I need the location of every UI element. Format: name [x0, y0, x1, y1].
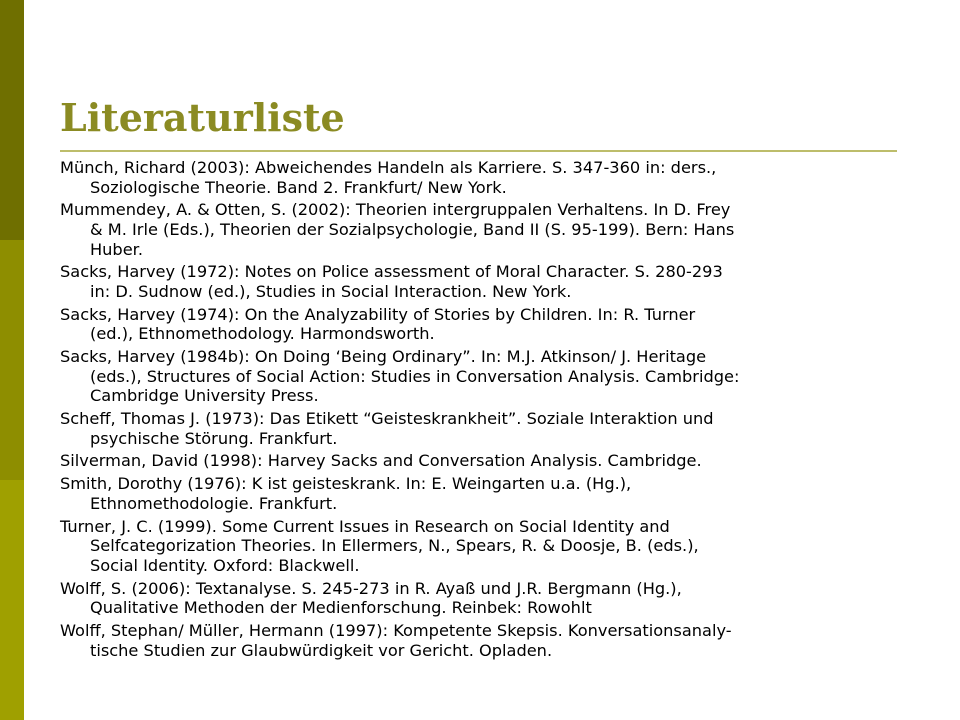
reference-item: Sacks, Harvey (1984b): On Doing ‘Being Ordinary”. In: M.J. Atkinson/ J. Heritage (eds.), Structures of Social Action: Studies in Conversation Analysis. Cambridge: Cambridge University Press.	[60, 347, 740, 406]
sidebar-stripe-bottom	[0, 480, 24, 720]
reference-item: Wolff, S. (2006): Textanalyse. S. 245-273 in R. Ayaß und J.R. Bergmann (Hg.), Qualitative Methoden der Medienforschung. Reinbek: Rowohlt	[60, 578, 682, 618]
reference-item: Mummendey, A. & Otten, S. (2002): Theorien intergruppalen Verhaltens. In D. Frey & M. Irle (Eds.), Theorien der Sozialpsychologie, Band II (S. 95-199). Bern: Hans Huber.	[60, 200, 735, 259]
sidebar-stripe-middle	[0, 240, 24, 480]
reference-item: Sacks, Harvey (1972): Notes on Police assessment of Moral Character. S. 280-293 in: D. Sudnow (ed.), Studies in Social Interaction. New York.	[60, 262, 723, 301]
sidebar-stripe-top	[0, 0, 24, 240]
reference-item: Smith, Dorothy (1976): K ist geisteskrank. In: E. Weingarten u.a. (Hg.), Ethnomethodologie. Frankfurt.	[60, 474, 632, 513]
reference-item: Sacks, Harvey (1974): On the Analyzability of Stories by Children. In: R. Turner (ed.), Ethnomethodology. Harmondsworth.	[60, 304, 696, 344]
reference-item: Turner, J. C. (1999). Some Current Issues in Research on Social Identity and Selfcategorization Theories. In Ellermers, N., Spears, R. & Doosje, B. (eds.), Social Identity. Oxford: Blackwell.	[60, 516, 699, 575]
reference-item: Silverman, David (1998): Harvey Sacks and Conversation Analysis. Cambridge.	[60, 451, 702, 471]
reference-item: Wolff, Stephan/ Müller, Hermann (1997): Kompetente Skepsis. Konversationsanaly- tische Studien zur Glaubwürdigkeit vor Gericht. Opladen.	[60, 620, 732, 660]
reference-list	[60, 158, 920, 663]
reference-item: Scheff, Thomas J. (1973): Das Etikett “Geisteskrankheit”. Soziale Interaktion und psychische Störung. Frankfurt.	[60, 409, 714, 448]
slide-title: Literaturliste	[60, 95, 345, 140]
reference-item: Münch, Richard (2003): Abweichendes Handeln als Karriere. S. 347-360 in: ders., Soziologische Theorie. Band 2. Frankfurt/ New York.	[60, 158, 717, 197]
title-underline	[60, 150, 897, 152]
